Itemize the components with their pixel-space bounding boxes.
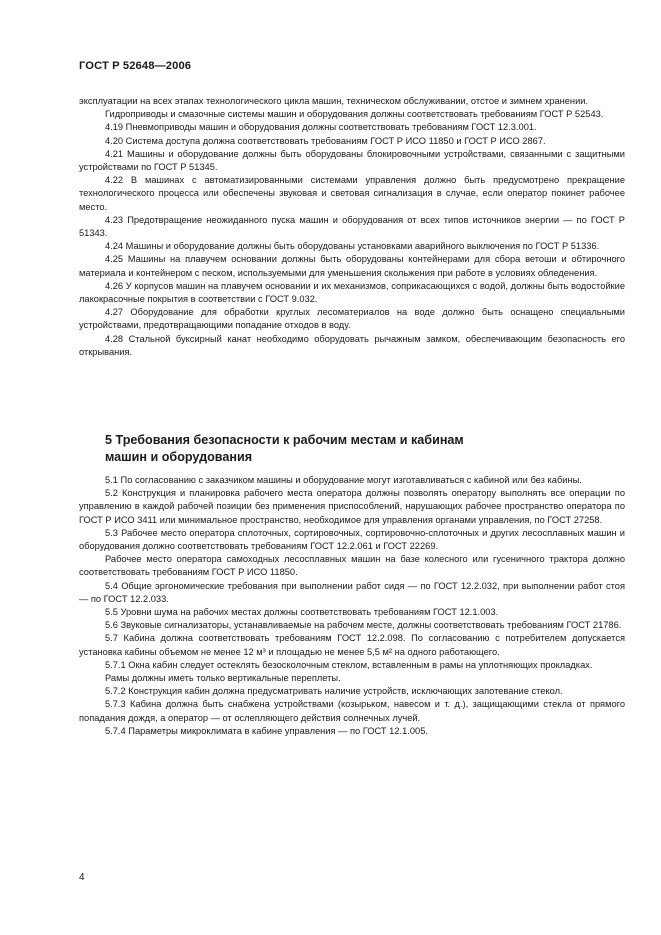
section-5-title-line-1: 5 Требования безопасности к рабочим местам и кабинам bbox=[105, 433, 464, 447]
paragraph: 5.5 Уровни шума на рабочих местах должны соответствовать требованиям ГОСТ 12.1.003. bbox=[105, 607, 499, 618]
paragraph: эксплуатации на всех этапах технологического цикла машин, техническом обслуживании, отстое и зимнем хранении. bbox=[79, 96, 589, 106]
section-5-title-line-2: машин и оборудования bbox=[105, 450, 253, 464]
paragraph: 5.7.3 Кабина должна быть снабжена устройствами (козырьком, навесом и т. д.), защищающими стекла от прямого попадания дождя, а оператор — от ослепляющего действия солнечных лучей. bbox=[79, 699, 625, 723]
paragraph: 5.2 Конструкция и планировка рабочего места оператора должны позволять оператору выполнять все операции по управлению в каждой рабочей позиции без применения приспособлений, нарушающих рабочее пространство оператора по ГОСТ Р ИСО 3411 или минимальное пространство, необходимое для управления органами управления, по ГОСТ 27258. bbox=[79, 488, 625, 525]
paragraph: Гидроприводы и смазочные системы машин и оборудования должны соответствовать требованиям ГОСТ Р 52543. bbox=[105, 109, 604, 120]
paragraph: 5.1 По согласованию с заказчиком машины и оборудование могут изготавливаться с кабиной или без кабины. bbox=[105, 475, 582, 485]
paragraph: 4.27 Оборудование для обработки круглых лесоматериалов на воде должно быть оснащено специальными устройствами, предотвращающими попадание отходов в воду. bbox=[79, 307, 625, 331]
paragraph: 4.20 Система доступа должна соответствовать требованиям ГОСТ Р ИСО 11850 и ГОСТ Р ИСО 2867. bbox=[105, 135, 546, 146]
paragraph: 4.25 Машины на плавучем основании должны быть оборудованы контейнерами для сбора ветоши и обтирочного материала и контейнером с песком, используемыми для уменьшения скольжения при работе в условиях обледенения. bbox=[79, 254, 625, 278]
paragraph: 4.23 Предотвращение неожиданного пуска машин и оборудования от всех типов источников энергии — по ГОСТ Р 51343. bbox=[79, 214, 625, 239]
paragraph: Рамы должны иметь только вертикальные переплеты. bbox=[105, 673, 341, 684]
paragraph: 4.28 Стальной буксирный канат необходимо оборудовать рычажным замком, обеспечивающим безопасность его открывания. bbox=[79, 333, 625, 357]
paragraph: Рабочее место оператора самоходных лесосплавных машин на базе колесного или гусеничного трактора должно соответствовать требованиям ГОСТ Р ИСО 11850. bbox=[79, 554, 625, 578]
paragraph: 5.7.2 Конструкция кабин должна предусматривать наличие устройств, исключающих запотевание стекол. bbox=[105, 686, 563, 697]
paragraph: 5.7.4 Параметры микроклимата в кабине управления — по ГОСТ 12.1.005. bbox=[105, 725, 428, 736]
paragraph: 5.3 Рабочее место оператора сплоточных, сортировочных, сортировочно-сплоточных и других лесосплавных машин и оборудования должно соответствовать требованиям ГОСТ 12.2.061 и ГОСТ 22269. bbox=[79, 527, 625, 552]
paragraph: 4.26 У корпусов машин на плавучем основании и их механизмов, соприкасающихся с водой, должны быть водостойкие лакокрасочные покрытия в соответствии с ГОСТ 9.032. bbox=[79, 280, 625, 305]
section-5-heading bbox=[105, 432, 545, 466]
paragraph: 4.22 В машинах с автоматизированными системами управления должно быть предусмотрено прекращение технологического процесса или обеспечены звуковая и световая сигнализация в случае, если оператор покинет рабочее место. bbox=[79, 175, 625, 212]
paragraph: 5.6 Звуковые сигнализаторы, устанавливаемые на рабочем месте, должны соответствовать требованиям ГОСТ 21786. bbox=[105, 620, 622, 631]
document-code: ГОСТ Р 52648—2006 bbox=[79, 60, 192, 72]
paragraph: 5.4 Общие эргономические требования при выполнении работ сидя — по ГОСТ 12.2.032, при выполнении работ стоя — по ГОСТ 12.2.033. bbox=[79, 580, 625, 604]
paragraph: 5.7.1 Окна кабин следует остеклять безосколочным стеклом, вставленным в рамы на уплотняющих прокладках. bbox=[105, 659, 593, 670]
section-5-body bbox=[79, 474, 625, 738]
paragraph: 4.19 Пневмоприводы машин и оборудования должны соответствовать требованиям ГОСТ 12.3.001. bbox=[105, 122, 537, 133]
page-number: 4 bbox=[79, 872, 85, 883]
section-4-continuation bbox=[79, 95, 625, 359]
paragraph: 4.24 Машины и оборудование должны быть оборудованы установками аварийного выключения по ГОСТ Р 51336. bbox=[105, 241, 600, 252]
paragraph: 5.7 Кабина должна соответствовать требованиям ГОСТ 12.2.098. По согласованию с потребителем допускается установка кабины объемом не менее 12 м³ и площадью не менее 5,5 м² на одного работающего. bbox=[79, 633, 625, 657]
paragraph: 4.21 Машины и оборудование должны быть оборудованы блокировочными устройствами, связанными с защитными устройствами по ГОСТ Р 51345. bbox=[79, 148, 625, 173]
